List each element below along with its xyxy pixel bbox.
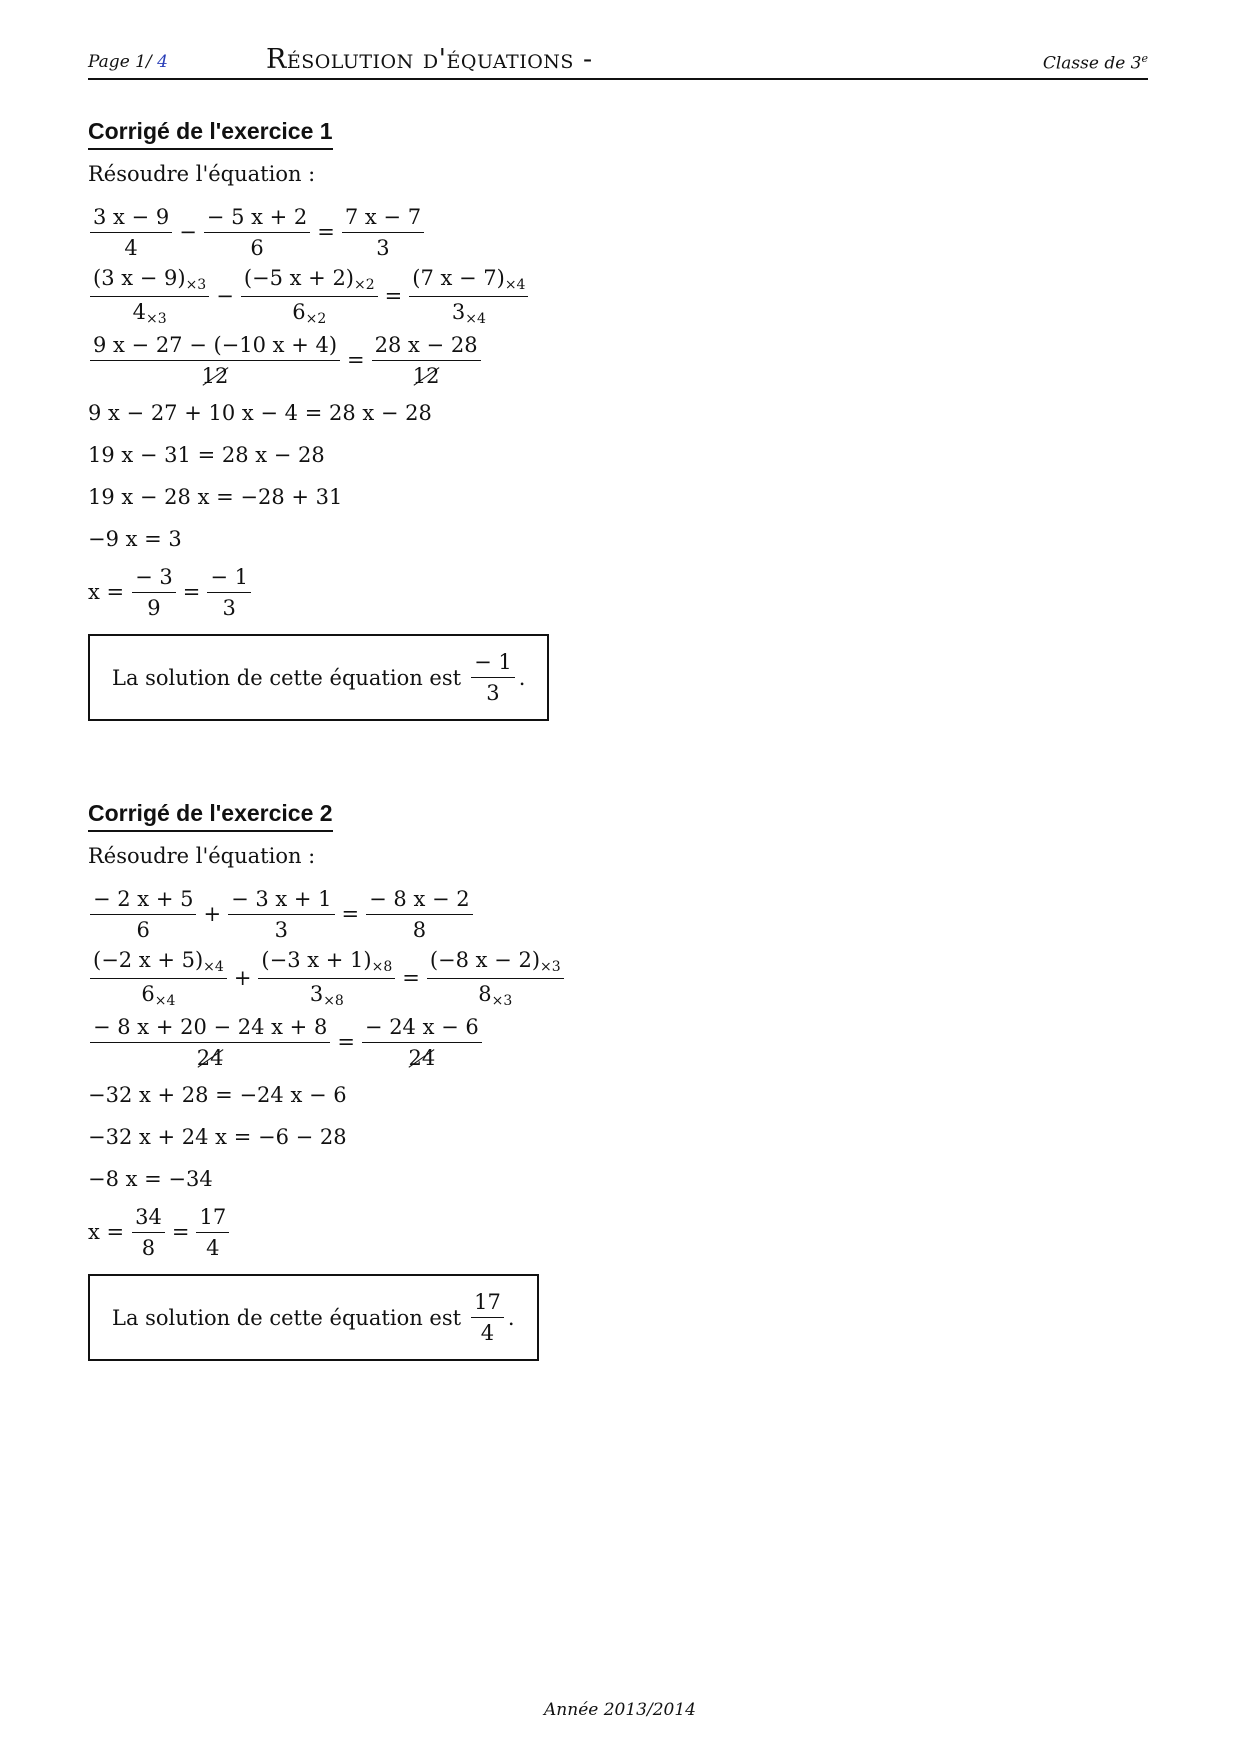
fraction: $\frac{28 x - 28}{12}$ <box>372 333 481 388</box>
fraction: $\frac{(-5 x + 2)_{\times 2}}{6_{\times 2}}$ <box>241 266 378 327</box>
equation-line: x = $\frac{34}{8}$ = $\frac{17}{4}$ <box>88 1200 566 1264</box>
equation-line: $\frac{- 2 x + 5}{6}$ + $\frac{- 3 x + 1}{3}$ = $\frac{- 8 x - 2}{8}$ <box>88 882 566 946</box>
fraction: $\frac{(-2 x + 5)_{\times 4}}{6_{\times 4}}$ <box>90 948 227 1009</box>
equation-line: $\frac{(-2 x + 5)_{\times 4}}{6_{\times 4}}$ + $\frac{(-3 x + 1)_{\times 8}}{3_{\times 8}}$ = $\frac{(-8 x - 2)_{\times 3}}{8_{\times 3}}$ <box>88 946 566 1010</box>
equation-line: $\frac{(3 x - 9)_{\times 3}}{4_{\times 3}}$ − $\frac{(-5 x + 2)_{\times 2}}{6_{\times 2}}$ = $\frac{(7 x - 7)_{\times 4}}{3_{\times 4}}$ <box>88 264 549 328</box>
exercise-2-prompt: Résoudre l'équation : <box>88 844 316 868</box>
fraction: $\frac{- 1}{3}$ <box>471 650 515 705</box>
fraction: $\frac{(7 x - 7)_{\times 4}}{3_{\times 4}}$ <box>409 266 528 327</box>
equation-line: $\frac{9 x - 27 - (-10 x + 4)}{12}$ = $\frac{28 x - 28}{12}$ <box>88 328 549 392</box>
exercise-2-solution-box: La solution de cette équation est $\frac{17}{4}$ . <box>88 1274 539 1361</box>
fraction: $\frac{(-3 x + 1)_{\times 8}}{3_{\times 8}}$ <box>258 948 395 1009</box>
equation-line: $\frac{- 8 x + 20 - 24 x + 8}{24}$ = $\frac{- 24 x - 6}{24}$ <box>88 1010 566 1074</box>
equation-line: 19 x − 31 = 28 x − 28 <box>88 443 325 467</box>
page-total-link[interactable]: 4 <box>157 52 168 72</box>
fraction: $\frac{17}{4}$ <box>196 1205 229 1260</box>
fraction: $\frac{(-8 x - 2)_{\times 3}}{8_{\times 3}}$ <box>427 948 564 1009</box>
fraction: $\frac{7 x - 7}{3}$ <box>342 205 424 260</box>
fraction: $\frac{- 3}{9}$ <box>132 565 176 620</box>
fraction: $\frac{- 1}{3}$ <box>207 565 251 620</box>
equation-line: x = $\frac{- 3}{9}$ = $\frac{- 1}{3}$ <box>88 560 549 624</box>
fraction: $\frac{17}{4}$ <box>471 1290 504 1345</box>
fraction: $\frac{- 24 x - 6}{24}$ <box>362 1015 482 1070</box>
equation-line: −9 x = 3 <box>88 527 182 551</box>
page-header <box>88 44 1148 80</box>
exercise-2-steps <box>88 882 566 1264</box>
class-label: Classe de 3e <box>1042 52 1148 74</box>
exercise-1-section <box>88 118 549 721</box>
equation-line: 19 x − 28 x = −28 + 31 <box>88 485 343 509</box>
fraction: $\frac{- 3 x + 1}{3}$ <box>228 887 334 942</box>
exercise-1-solution-box: La solution de cette équation est $\frac{- 1}{3}$ . <box>88 634 549 721</box>
exercise-2-section <box>88 800 566 1361</box>
equation-line: −32 x + 24 x = −6 − 28 <box>88 1125 347 1149</box>
fraction: $\frac{- 8 x + 20 - 24 x + 8}{24}$ <box>90 1015 330 1070</box>
equation-line: $\frac{3 x - 9}{4}$ − $\frac{- 5 x + 2}{6}$ = $\frac{7 x - 7}{3}$ <box>88 200 549 264</box>
page-number: Page 1/ 4 <box>88 52 168 72</box>
exercise-1-title: Corrigé de l'exercice 1 <box>88 118 333 150</box>
equation-line: 9 x − 27 + 10 x − 4 = 28 x − 28 <box>88 401 432 425</box>
equation-line: −8 x = −34 <box>88 1167 213 1191</box>
fraction: $\frac{- 5 x + 2}{6}$ <box>204 205 310 260</box>
fraction: $\frac{- 8 x - 2}{8}$ <box>366 887 472 942</box>
fraction: $\frac{34}{8}$ <box>132 1205 165 1260</box>
fraction: $\frac{(3 x - 9)_{\times 3}}{4_{\times 3}}$ <box>90 266 209 327</box>
equation-line: −32 x + 28 = −24 x − 6 <box>88 1083 347 1107</box>
exercise-1-prompt: Résoudre l'équation : <box>88 162 316 186</box>
exercise-2-title: Corrigé de l'exercice 2 <box>88 800 333 832</box>
fraction: $\frac{9 x - 27 - (-10 x + 4)}{12}$ <box>90 333 340 388</box>
exercise-1-steps <box>88 200 549 624</box>
page-footer: Année 2013/2014 <box>544 1700 696 1720</box>
fraction: $\frac{3 x - 9}{4}$ <box>90 205 172 260</box>
document-title: Résolution d'équations - <box>266 44 593 75</box>
fraction: $\frac{- 2 x + 5}{6}$ <box>90 887 196 942</box>
